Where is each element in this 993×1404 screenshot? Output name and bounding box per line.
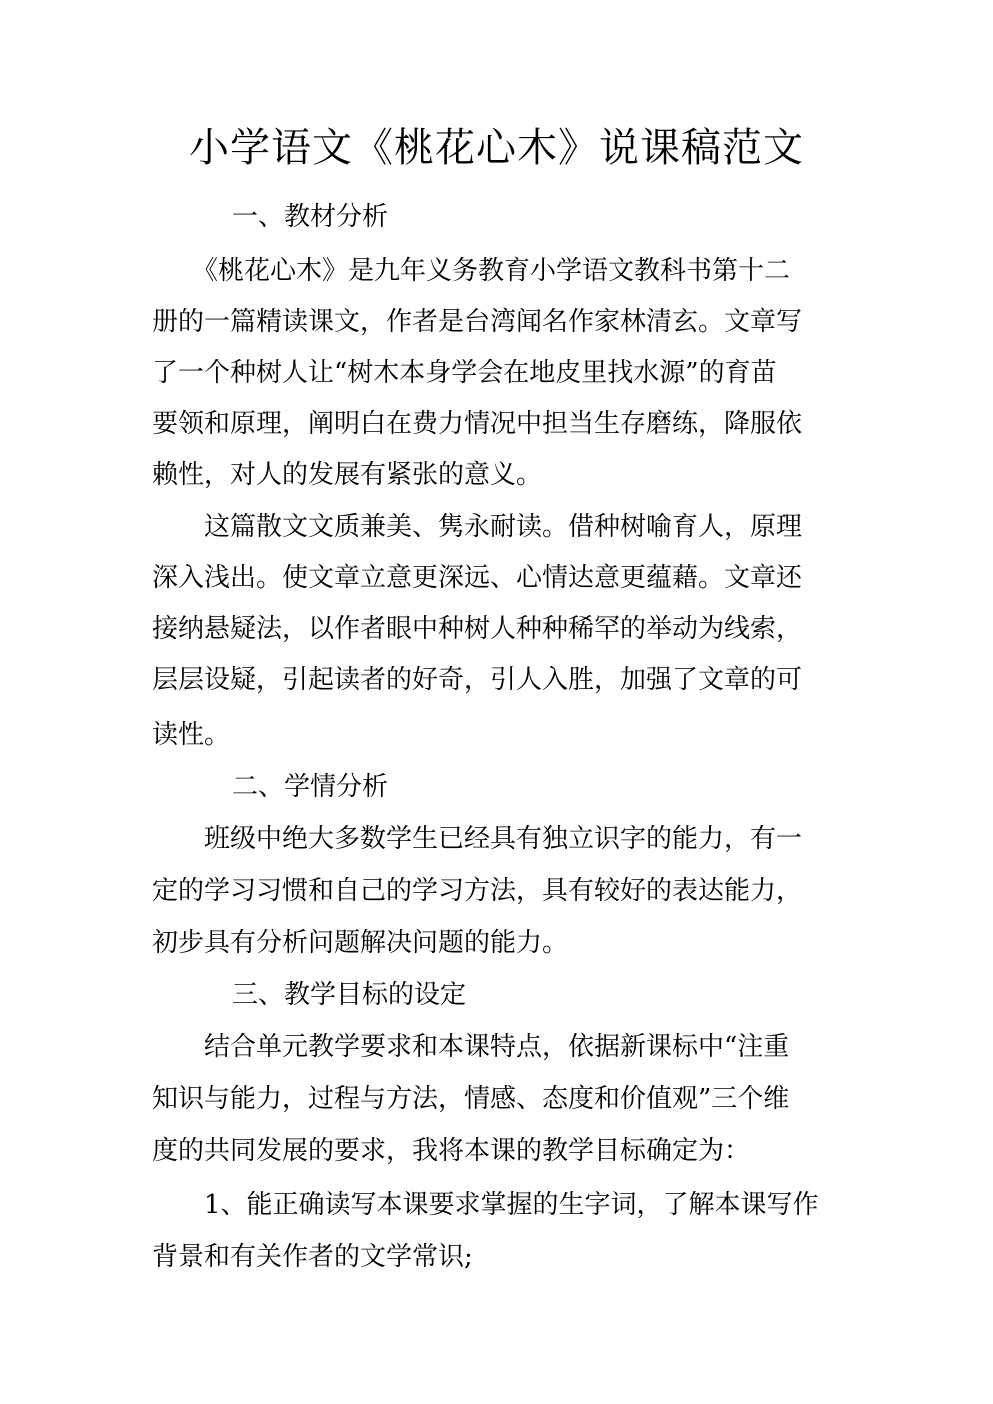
- paragraph-line: 《桃花心木》是九年义务教育小学语文教科书第十二: [192, 256, 791, 286]
- paragraph-line: 赖性，对人的发展有紧张的意义。: [152, 460, 543, 490]
- paragraph-line: 班级中绝大多数学生已经具有独立识字的能力，有一: [204, 824, 803, 854]
- paragraph-line: 初步具有分析问题解决问题的能力。: [152, 928, 569, 958]
- list-item-line: 1、能正确读写本课要求掌握的生字词，了解本课写作: [204, 1190, 819, 1220]
- heading-learning-situation-analysis: 二、学情分析: [232, 772, 389, 802]
- paragraph-line: 要领和原理，阐明白在费力情况中担当生存磨练，降服依: [152, 409, 803, 439]
- paragraph-line: 读性。: [152, 720, 231, 750]
- paragraph-line: 深入浅出。使文章立意更深远、心情达意更蕴藉。文章还: [152, 563, 803, 593]
- heading-teaching-objectives: 三、教学目标的设定: [232, 980, 467, 1010]
- document-title: 小学语文《桃花心木》说课稿范文: [189, 125, 804, 171]
- paragraph-line: 这篇散文文质兼美、隽永耐读。借种树喻育人，原理: [204, 512, 803, 542]
- paragraph-line: 册的一篇精读课文，作者是台湾闻名作家林清玄。文章写: [152, 307, 803, 337]
- heading-teaching-material-analysis: 一、教材分析: [232, 202, 389, 232]
- paragraph-line: 知识与能力，过程与方法，情感、态度和价值观”三个维: [152, 1084, 790, 1114]
- paragraph-line: 定的学习习惯和自己的学习方法，具有较好的表达能力，: [152, 876, 803, 906]
- paragraph-line: 层层设疑，引起读者的好奇，引人入胜，加强了文章的可: [152, 665, 803, 695]
- paragraph-line: 接纳悬疑法，以作者眼中种树人种种稀罕的举动为线索，: [152, 614, 803, 644]
- paragraph-line: 结合单元教学要求和本课特点，依据新课标中“注重: [204, 1032, 790, 1062]
- paragraph-line: 了一个种树人让“树木本身学会在地皮里找水源”的育苗: [152, 358, 777, 388]
- paragraph-line: 度的共同发展的要求，我将本课的教学目标确定为：: [152, 1136, 751, 1166]
- list-item-line: 背景和有关作者的文学常识;: [152, 1242, 473, 1272]
